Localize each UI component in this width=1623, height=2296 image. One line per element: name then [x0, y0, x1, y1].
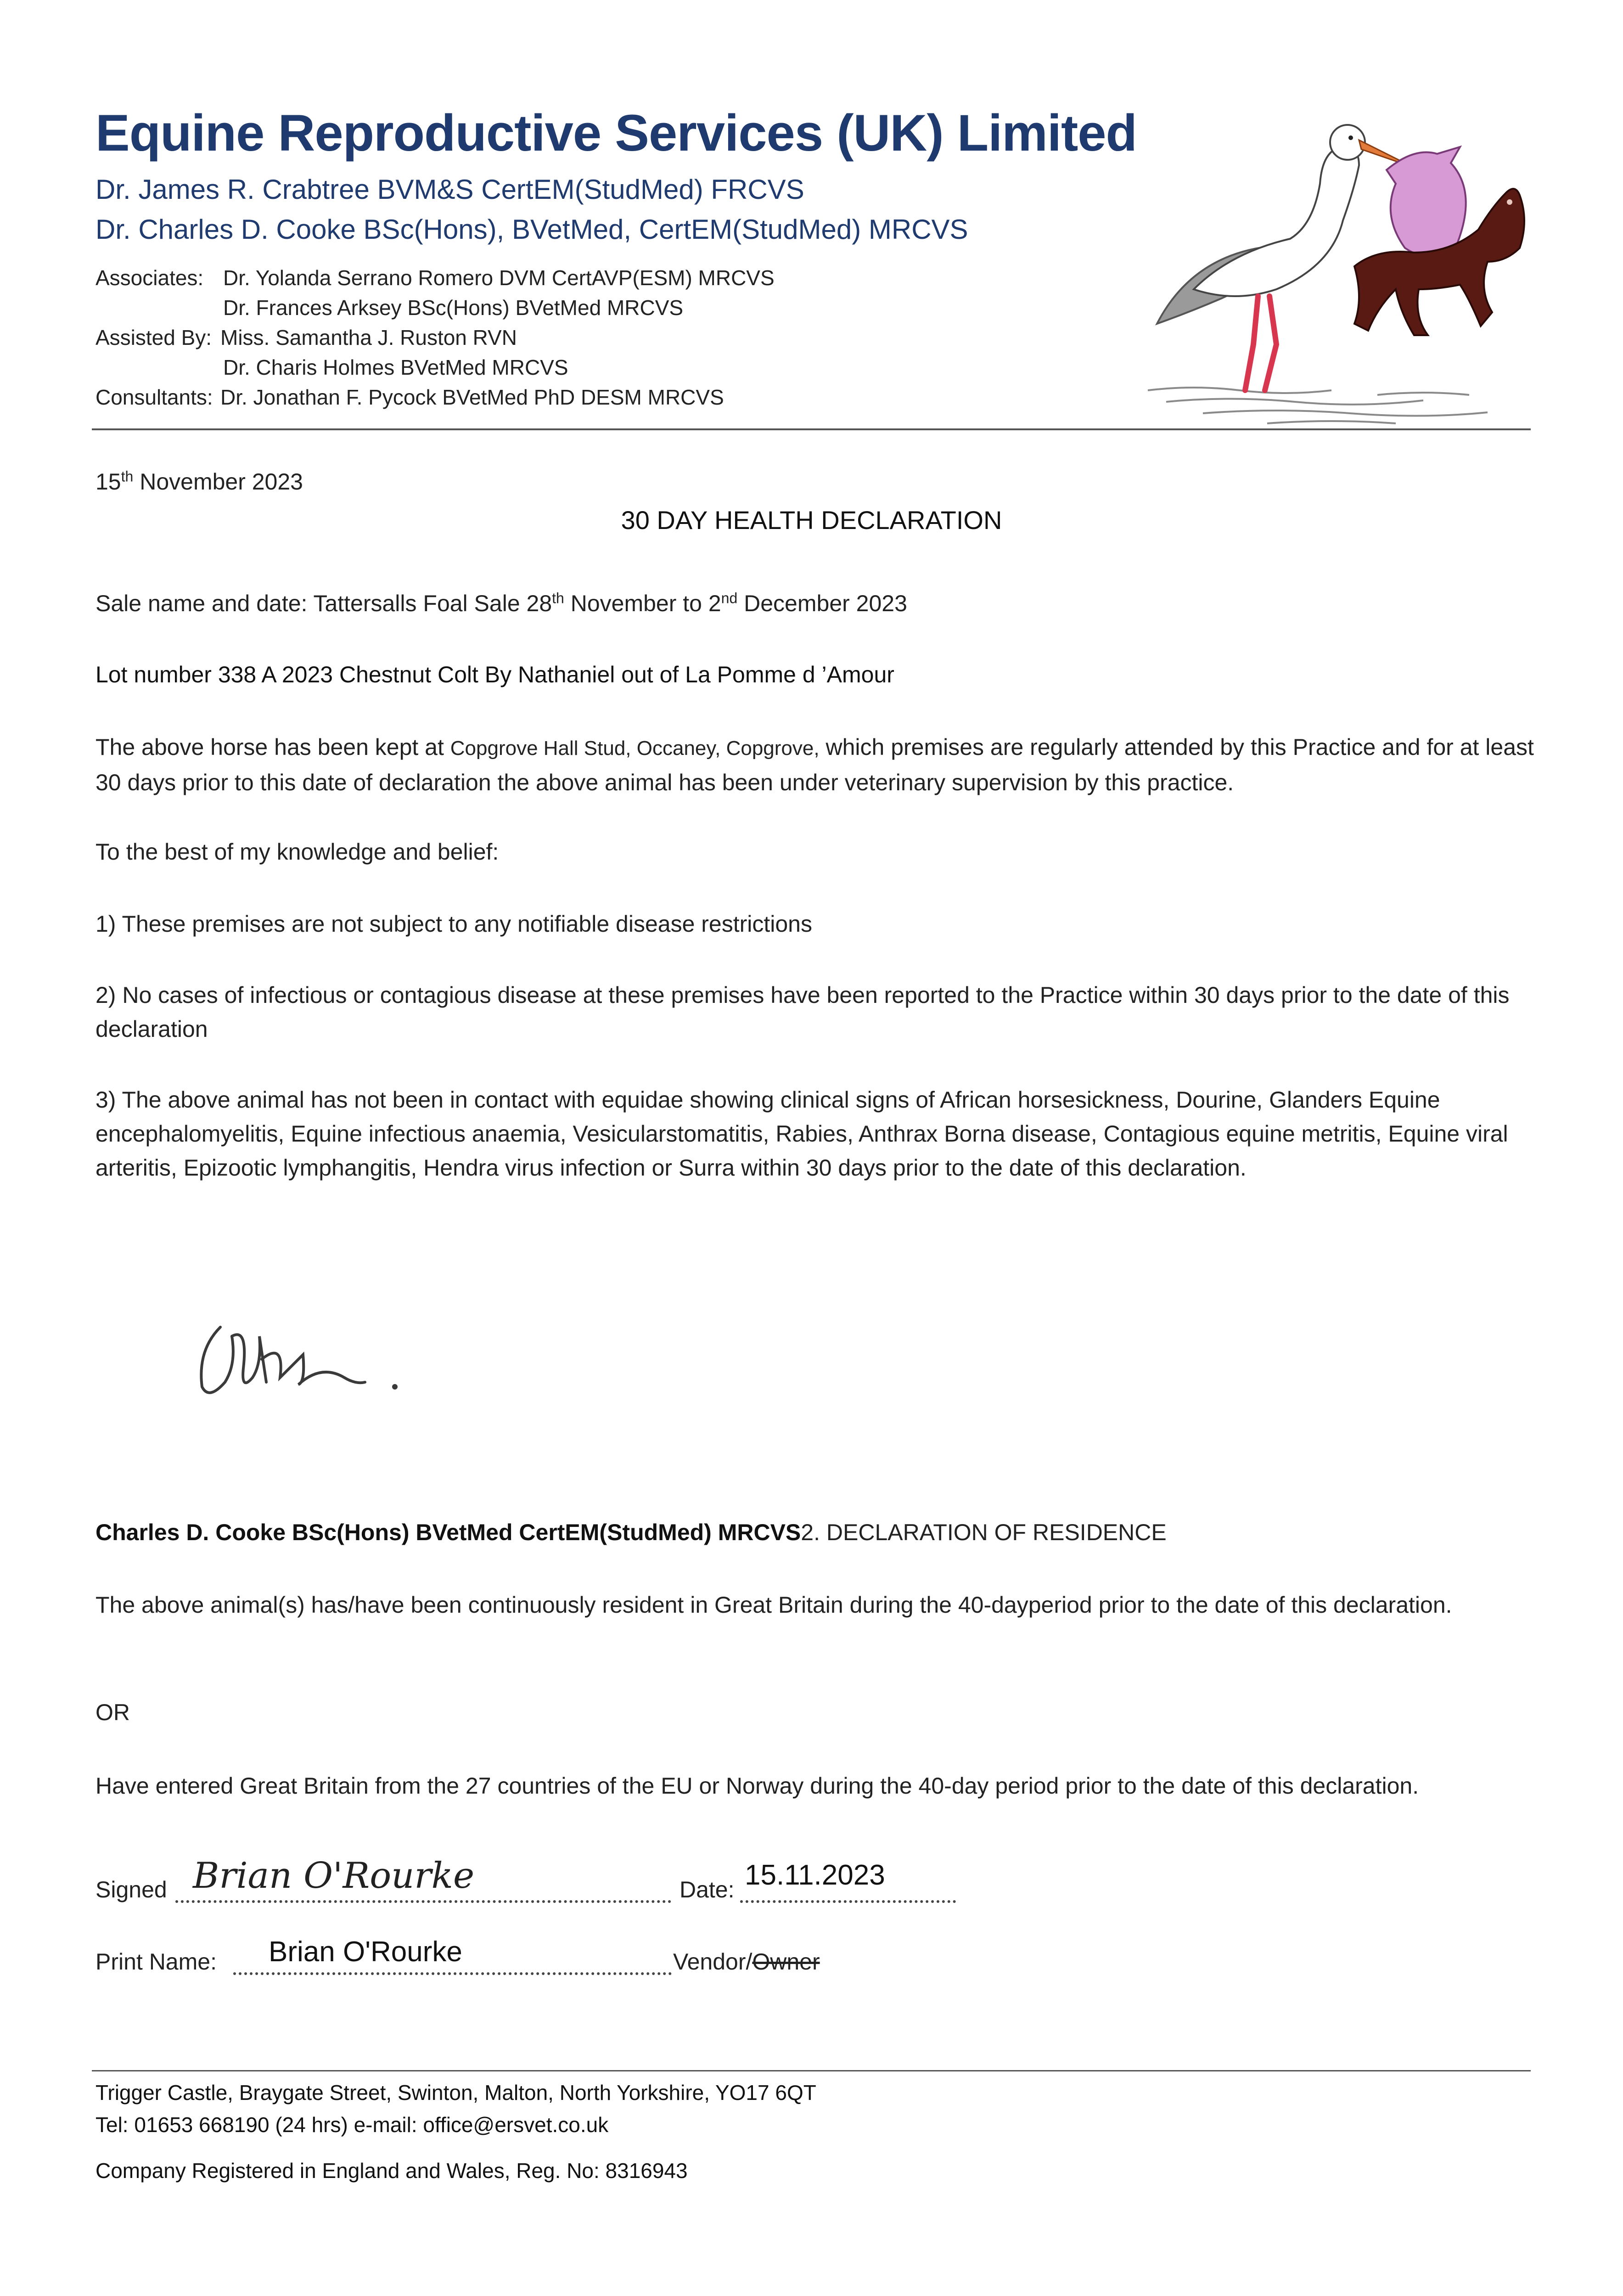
consultant-1: Dr. Jonathan F. Pycock BVetMed PhD DESM MRCVS — [220, 385, 724, 409]
associate-2: Dr. Frances Arksey BSc(Hons) BVetMed MRCVS — [223, 296, 684, 320]
footer-divider — [92, 2070, 1531, 2071]
footer-address: Trigger Castle, Braygate Street, Swinton, Malton, North Yorkshire, YO17 6QT — [95, 2081, 816, 2105]
signed-label: Signed — [95, 1877, 167, 1902]
signed-line — [175, 1900, 671, 1903]
sale-details: Sale name and date: Tattersalls Foal Sale 28th November to 2nd December 2023 — [95, 590, 907, 616]
point-2: 2) No cases of infectious or contagious disease at these premises have been reported to the Practice within 30 days prior to the date of this declaration — [95, 982, 1510, 1042]
assistant-2: Dr. Charis Holmes BVetMed MRCVS — [223, 355, 568, 379]
knowledge-statement: To the best of my knowledge and belief: — [95, 839, 499, 865]
residence-statement-1: The above animal(s) has/have been continuously resident in Great Britain during the 40-dayperiod prior to the date of this declaration. — [95, 1592, 1452, 1618]
date-line — [740, 1900, 956, 1903]
company-name: Equine Reproductive Services (UK) Limited — [95, 104, 1137, 162]
print-name-line — [233, 1972, 672, 1975]
date-value: 15.11.2023 — [745, 1859, 885, 1891]
or-separator: OR — [95, 1699, 130, 1725]
date-label: Date: — [680, 1877, 735, 1902]
principal-vet-1: Dr. James R. Crabtree BVM&S CertEM(StudMed) FRCVS — [95, 174, 804, 205]
vet-signature-icon — [193, 1309, 409, 1419]
assisted-label: Assisted By: — [95, 326, 212, 349]
signatory-line — [95, 1515, 1167, 1549]
document-heading: 30 DAY HEALTH DECLARATION — [621, 506, 1002, 535]
owner-signature: Brian O'Rourke — [193, 1855, 475, 1896]
vendor-owner: Vendor/Owner — [673, 1949, 820, 1975]
assistant-1: Miss. Samantha J. Ruston RVN — [220, 326, 517, 349]
point-3: 3) The above animal has not been in contact with equidae showing clinical signs of African horsesickness, Dourine, Glanders Equine encephalomyelitis, Equine infectious anaemia, Vesicularstomatitis, Rabies, Anthrax Borna disease, Contagious equine metritis, Equine viral arteritis, Epizootic lymphangitis, Hendra virus infection or Surra within 30 days prior to the date of this declaration. — [95, 1087, 1508, 1181]
associate-1: Dr. Yolanda Serrano Romero DVM CertAVP(ESM) MRCVS — [223, 266, 775, 290]
signatory-name: Charles D. Cooke BSc(Hons) BVetMed CertEM(StudMed) MRCVS — [95, 1519, 801, 1545]
header-divider — [92, 428, 1531, 430]
residence-heading: 2. DECLARATION OF RESIDENCE — [801, 1519, 1167, 1545]
footer-registration: Company Registered in England and Wales, Reg. No: 8316943 — [95, 2159, 688, 2183]
premises-paragraph: The above horse has been kept at Copgrove Hall Stud, Occaney, Copgrove, which premises are regularly attended by this Practice and for at least 30 days prior to this date of declaration the above animal has been under veterinary supervision by this practice. — [95, 734, 1534, 795]
associates-label: Associates: — [95, 266, 204, 290]
print-name-value: Brian O'Rourke — [269, 1936, 462, 1968]
lot-details: Lot number 338 A 2023 Chestnut Colt By Nathaniel out of La Pomme d ’Amour — [95, 662, 894, 687]
principal-vet-2: Dr. Charles D. Cooke BSc(Hons), BVetMed, CertEM(StudMed) MRCVS — [95, 214, 968, 245]
consultants-label: Consultants: — [95, 385, 213, 409]
print-name-label: Print Name: — [95, 1949, 217, 1975]
stork-logo-icon — [1139, 115, 1533, 432]
point-1: 1) These premises are not subject to any notifiable disease restrictions — [95, 911, 812, 937]
declaration-date: 15th November 2023 — [95, 468, 303, 495]
footer-contact: Tel: 01653 668190 (24 hrs) e-mail: office@ersvet.co.uk — [95, 2113, 609, 2137]
residence-statement-2: Have entered Great Britain from the 27 countries of the EU or Norway during the 40-day period prior to the date of this declaration. — [95, 1773, 1419, 1799]
